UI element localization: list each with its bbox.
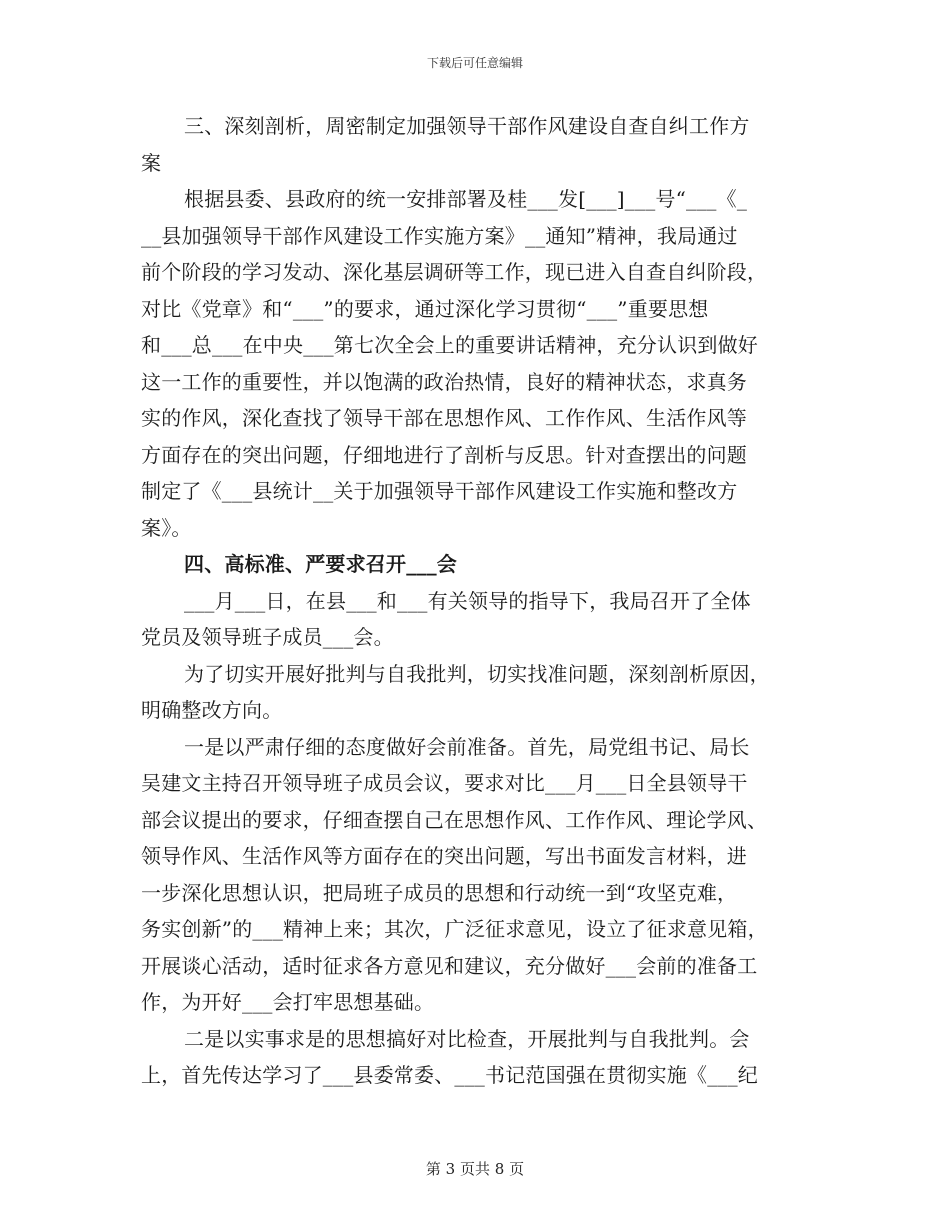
text-line: 作，为开好___会打牢思想基础。 — [141, 990, 435, 1014]
text-line: 一是以严肃仔细的态度做好会前准备。首先，局党组书记、局长 — [184, 734, 750, 759]
document-body — [141, 108, 805, 1094]
text-line: 根据县委、县政府的统一安排部署及桂___发[___]___号“___《_ — [184, 187, 748, 211]
text-line: 对比《党章》和“___”的要求，通过深化学习贯彻“___”重要思想 — [141, 296, 709, 321]
text-line: 案 — [141, 150, 162, 175]
text-line: 方面存在的突出问题，仔细地进行了剖析与反思。针对查摆出的问题 — [141, 442, 747, 467]
text-line: 为了切实开展好批判与自我批判，切实找准问题，深刻剖析原因， — [184, 661, 770, 686]
text-line: 吴建文主持召开领导班子成员会议，要求对比___月___日全县领导干 — [141, 771, 748, 795]
text-line: 开展谈心活动，适时征求各方意见和建议，充分做好___会前的准备工 — [141, 953, 758, 978]
text-line: 前个阶段的学习发动、深化基层调研等工作，现已进入自查自纠阶段， — [141, 260, 768, 284]
text-line: 实的作风，深化查找了领导干部在思想作风、工作作风、生活作风等 — [141, 406, 747, 430]
text-line: 二是以实事求是的思想搞好对比检查，开展批判与自我批判。会 — [184, 1026, 750, 1051]
text-line: 案》。 — [141, 515, 192, 540]
text-line: 务实创新”的___精神上来；其次，广泛征求意见，设立了征求意见箱， — [141, 917, 768, 941]
text-line: 领导作风、生活作风等方面存在的突出问题，写出书面发言材料，进 — [141, 844, 747, 868]
text-line: ___月___日，在县___和___有关领导的指导下，我局召开了全体 — [184, 588, 751, 613]
page-footer: 第 3 页共 8 页 — [425, 1160, 525, 1178]
text-line: 制定了《___县统计__关于加强领导干部作风建设工作实施和整改方 — [141, 479, 738, 503]
text-line: 明确整改方向。 — [141, 698, 283, 722]
text-line: 这一工作的重要性，并以饱满的政治热情，良好的精神状态，求真务 — [141, 369, 747, 394]
text-line: 上，首先传达学习了___县委常委、___书记范国强在贯彻实施《___纪 — [141, 1063, 758, 1087]
text-line: 一步深化思想认识，把局班子成员的思想和行动统一到“攻坚克难， — [141, 880, 738, 905]
text-line: 党员及领导班子成员___会。 — [141, 625, 394, 649]
text-line: 部会议提出的要求，仔细查摆自己在思想作风、工作作风、理论学风、 — [141, 807, 768, 832]
text-line: __县加强领导干部作风建设工作实施方案》__通知”精神，我局通过 — [141, 223, 738, 248]
page-header: 下载后可任意编辑 — [426, 56, 523, 70]
text-line: 三、深刻剖析，周密制定加强领导干部作风建设自查自纠工作方 — [184, 114, 750, 138]
section-heading: 四、高标准、严要求召开___会 — [184, 552, 457, 576]
text-line: 和___总___在中央___第七次全会上的重要讲话精神，充分认识到做好 — [141, 333, 758, 357]
